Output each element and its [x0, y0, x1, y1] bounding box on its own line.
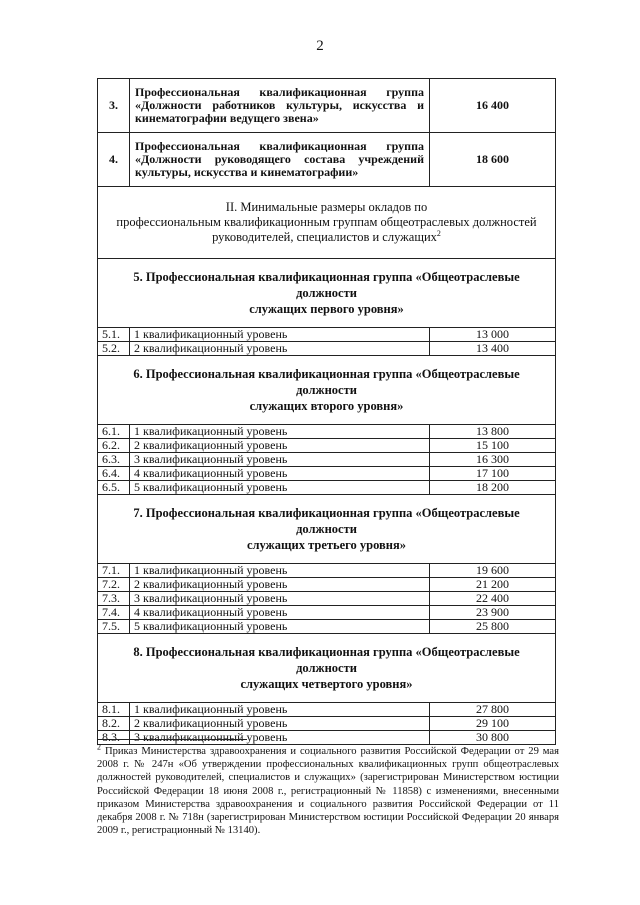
- level-label: 2 квалификационный уровень: [130, 342, 430, 356]
- level-label: 4 квалификационный уровень: [130, 467, 430, 481]
- level-label: 4 квалификационный уровень: [130, 606, 430, 620]
- level-value: 13 800: [430, 425, 556, 439]
- level-value: 15 100: [430, 439, 556, 453]
- level-label: 3 квалификационный уровень: [130, 731, 430, 745]
- group-title-line: служащих третьего уровня»: [246, 538, 407, 552]
- level-number: 7.3.: [98, 592, 130, 606]
- description-line: культуры, искусства и кинематографии»: [135, 165, 359, 179]
- group-description: [130, 79, 430, 133]
- group-title: [98, 634, 556, 703]
- level-value: 25 800: [430, 620, 556, 634]
- footnote-ref: 2: [436, 228, 441, 238]
- section-line: [106, 215, 547, 230]
- group-title-line: 5. Профессиональная квалификационная группа «Общеотраслевые должности: [133, 270, 520, 300]
- level-value: 22 400: [430, 592, 556, 606]
- level-value: 29 100: [430, 717, 556, 731]
- level-number: 6.3.: [98, 453, 130, 467]
- section-line: [106, 200, 547, 215]
- level-value: 23 900: [430, 606, 556, 620]
- group-heading-row: [98, 634, 556, 703]
- group-title-line: 7. Профессиональная квалификационная группа «Общеотраслевые должности: [133, 506, 520, 536]
- level-number: 6.5.: [98, 481, 130, 495]
- level-row: [98, 439, 556, 453]
- level-row: [98, 425, 556, 439]
- group-heading-row: [98, 356, 556, 425]
- row-number: 3.: [98, 79, 130, 133]
- level-value: 13 400: [430, 342, 556, 356]
- description-line: Профессиональная квалификационная группа: [135, 85, 424, 99]
- level-label: 2 квалификационный уровень: [130, 717, 430, 731]
- level-row: [98, 703, 556, 717]
- footnote: [97, 742, 559, 837]
- description-line: «Должности работников культуры, искусства и: [135, 98, 424, 112]
- salary-value: 18 600: [430, 133, 556, 187]
- description-line: кинематографии ведущего звена»: [135, 111, 319, 125]
- group-row: [98, 79, 556, 133]
- level-number: 6.4.: [98, 467, 130, 481]
- salary-value: 16 400: [430, 79, 556, 133]
- level-label: 2 квалификационный уровень: [130, 578, 430, 592]
- group-row: [98, 133, 556, 187]
- level-row: [98, 578, 556, 592]
- level-number: 5.1.: [98, 328, 130, 342]
- level-number: 7.1.: [98, 564, 130, 578]
- level-row: [98, 342, 556, 356]
- group-heading-row: [98, 495, 556, 564]
- level-row: [98, 606, 556, 620]
- level-label: 3 квалификационный уровень: [130, 592, 430, 606]
- group-title-line: служащих второго уровня»: [249, 399, 404, 413]
- group-title: [98, 495, 556, 564]
- level-number: 8.1.: [98, 703, 130, 717]
- section-row: [98, 187, 556, 259]
- level-row: [98, 717, 556, 731]
- level-number: 5.2.: [98, 342, 130, 356]
- level-row: [98, 328, 556, 342]
- level-value: 27 800: [430, 703, 556, 717]
- level-row: [98, 467, 556, 481]
- description-line: «Должности руководящего состава учреждений: [135, 152, 424, 166]
- level-number: 7.4.: [98, 606, 130, 620]
- level-number: 7.2.: [98, 578, 130, 592]
- group-title-line: 8. Профессиональная квалификационная группа «Общеотраслевые должности: [133, 645, 520, 675]
- level-value: 21 200: [430, 578, 556, 592]
- group-title-line: служащих четвертого уровня»: [240, 677, 413, 691]
- group-title: [98, 259, 556, 328]
- group-title-line: служащих первого уровня»: [249, 302, 404, 316]
- level-row: [98, 564, 556, 578]
- section-line-text: II. Минимальные размеры окладов по: [225, 200, 428, 214]
- level-label: 2 квалификационный уровень: [130, 439, 430, 453]
- level-label: 1 квалификационный уровень: [130, 564, 430, 578]
- group-heading-row: [98, 259, 556, 328]
- level-value: 19 600: [430, 564, 556, 578]
- level-number: 6.1.: [98, 425, 130, 439]
- level-value: 16 300: [430, 453, 556, 467]
- level-row: [98, 453, 556, 467]
- group-title-line: 6. Профессиональная квалификационная группа «Общеотраслевые должности: [133, 367, 520, 397]
- section-line-text: профессиональным квалификационным группам общеотраслевых должностей: [116, 215, 537, 229]
- level-number: 8.3.: [98, 731, 130, 745]
- section-title: [98, 187, 556, 259]
- description-line: Профессиональная квалификационная группа: [135, 139, 424, 153]
- level-value: 13 000: [430, 328, 556, 342]
- level-number: 6.2.: [98, 439, 130, 453]
- level-label: 3 квалификационный уровень: [130, 453, 430, 467]
- level-label: 1 квалификационный уровень: [130, 703, 430, 717]
- footnote-divider: [97, 739, 247, 740]
- row-number: 4.: [98, 133, 130, 187]
- level-value: 30 800: [430, 731, 556, 745]
- level-value: 18 200: [430, 481, 556, 495]
- level-label: 5 квалификационный уровень: [130, 620, 430, 634]
- level-label: 1 квалификационный уровень: [130, 328, 430, 342]
- level-number: 8.2.: [98, 717, 130, 731]
- level-row: [98, 620, 556, 634]
- group-description: [130, 133, 430, 187]
- footnote-mark: 2: [97, 742, 101, 752]
- level-row: [98, 592, 556, 606]
- level-row: [98, 481, 556, 495]
- footnote-text: Приказ Министерства здравоохранения и социального развития Российской Федерации от 29 мая 2008 г. № 247н «Об утверждении профессиональных квалификационных групп общеотраслевых должностей руководителей, специалистов и служащих» (зарегистрирован Министерством юстиции Российской Федерации 18 июня 2008 г., регистрационный № 11858) с изменениями, внесенными приказом Министерства здравоохранения и социального развития Российской Федерации от 11 декабря 2008 г. № 718н (зарегистрирован Министерством юстиции Российской Федерации 20 января 2009 г., регистрационный № 13140).: [97, 746, 559, 837]
- level-label: 1 квалификационный уровень: [130, 425, 430, 439]
- level-number: 7.5.: [98, 620, 130, 634]
- level-value: 17 100: [430, 467, 556, 481]
- section-line: [106, 230, 547, 245]
- section-line-text: руководителей, специалистов и служащих: [212, 230, 437, 244]
- salary-table: [97, 78, 556, 745]
- level-label: 5 квалификационный уровень: [130, 481, 430, 495]
- level-row: [98, 731, 556, 745]
- page-number: 2: [316, 38, 324, 54]
- group-title: [98, 356, 556, 425]
